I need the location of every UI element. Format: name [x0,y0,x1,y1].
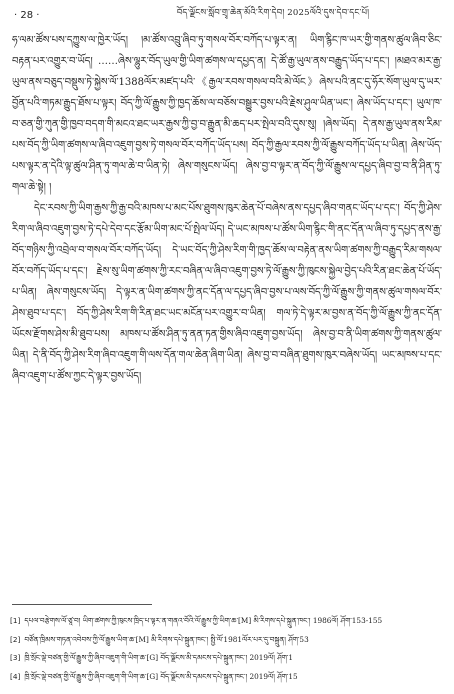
footnote-number: [4] [10,671,21,681]
footnote [10,649,446,668]
body-text [12,30,442,387]
page-number: · 28 · [14,9,40,21]
footnote-number: [1] [10,616,21,625]
footnote [10,631,446,650]
footnote [10,612,446,631]
footnote-number: [3] [10,653,21,662]
paragraph: ཧ་ལམ་ཚོས་པས་དཀྱུས་ལ་ཁྱེར་ཡོད། །མ་ཚོས་འབྲུ་ཞིབ་ཏུ་གསལ་བོར་བཀོད་པ་ལྟར་ན། ཡིག་རྙིང་ཁ་ཡར་གྱི་གནས་ཚུལ་ཞིབ་ཅིང་བརྟན་པར་འགྱུར་བ་ཡོད། ……ཞེས་ལྷུར་བོད་ཡུལ་གྱི་ཡིག་ཚགས་ལ་དཔྱད་ན། དེ་ཚོ་རྒྱ་ཡུལ་ནས་བརྒྱུད་ཡོད་པ་དང་། །མཐའ་མར་རྒྱ་ཡུལ་ནས་བཅུད་བསྡུས་ཏེ་སྐྱེས་ལོ་1388ལོར་མཛད་པའི་《རྒྱལ་རབས་གསལ་བའི་མེ་ལོང》ཞེས་པའི་ནང་དུ་ཧོར་སོག་ཡུལ་དུ་ཡར་བྱོན་པའི་གཏམ་རྒྱུད་ཐོས་པ་ལྟར། བོད་ཀྱི་ལོ་རྒྱུས་ཀྱི་ཁྱད་ཆོས་ལ་བཅོས་བསྒྱུར་བྱས་པའི་རྗེས་ཤུལ་ཡིན་ཡང་། ཞེས་ཡོད་པ་དང་། ཡུལ་ཁ་བ་ཅན་གྱི་ཀུན་གྱི་ཁྱབ་བདག་གི་མངའ་ཐང་ཡར་རྒྱས་ཀྱི་བྱ་བ་རྒྱུན་མི་ཆད་པར་སྤེལ་བའི་དུས་སུ། །ཞེས་ཡོད། དེ་ནས་རྒྱ་ཡུལ་ནས་རིམ་པས་བོད་ཀྱི་ཡིག་ཚགས་ལ་ཞིབ་འཇུག་བྱས་ཏེ་གསལ་བོར་བཀོད་ཡོད་པས། བོད་ཀྱི་རྒྱལ་རབས་ཀྱི་ལོ་རྒྱུས་བཀོད་ཡོད་པ་ཡིན། ཞེས་ཡོད་པས་ལྟར་ན་དེའི་ལྟ་ཚུལ་ཤིན་ཏུ་གལ་ཆེ་བ་ཡིན་ཏེ། ཞེས་གསུངས་ཡོད། ཞེས་བྱ་བ་ལྟར་ན་བོད་ཀྱི་ལོ་རྒྱུས་ལ་དཔྱད་ཞིབ་བྱ་བ་ནི་ཤིན་ཏུ་གལ་ཆེ་སྟེ། ། [12,35,442,193]
footnote-number: [2] [10,634,21,644]
footnote [10,668,446,687]
footnote-text: བཙོན་ཁྲིམས་གཏན་འབེབས་ཀྱི་ལོ་རྒྱུས་ཡིག་ཆ་[M] མི་རིགས་དཔེ་སྐྲུན་ཁང་། སྤྱི་ལོ་1981ལོར་པར་དུ་བསྐྲུན། ཤོག་53 [24,634,309,644]
footnote-text: ཁྲི་སྲོང་ལྡེ་བཙན་གྱི་ལོ་རྒྱུས་ཀྱི་ཞིབ་འཇུག་གི་ཡིག་ཆ་[G] བོད་ལྗོངས་མི་དམངས་དཔེ་སྐྲུན་ཁང་། 2019ལོ། ཤོག་15 [24,671,298,681]
running-head: བོད་ལྗོངས་སློབ་གྲྭ་ཆེན་མོའི་རིག་དེབ། 2025ལོའི་དུས་དེབ་དང་པོ། [176,7,370,18]
paragraph: དེང་རབས་ཀྱི་ཡིག་རྒྱས་ཀྱི་རྒྱ་བའི་མཁས་པ་མང་པོས་ཐུགས་ཁུར་ཆེན་པོ་བཞེས་ནས་དཔྱད་ཞིབ་གནང་ཡོད་པ་དང་། བོད་ཀྱི་ཤེས་རིག་ལ་ཞིབ་འཇུག་བྱས་ཏེ་དཔེ་དེབ་དང་རྩོམ་ཡིག་མང་པོ་སྤེལ་ཡོད། དེ་ཡང་མཁས་པ་ཚོས་ཡིག་རྙིང་གི་ནང་དོན་ལ་ཞིབ་ཏུ་དཔྱད་ནས་རྒྱ་བོད་གཉིས་ཀྱི་འབྲེལ་བ་གསལ་བོར་བཀོད་ཡོད། དེ་ཡང་བོད་ཀྱི་ཤེས་རིག་གི་ཁྱད་ཆོས་ལ་བརྟེན་ནས་ཡིག་ཚགས་ཀྱི་བརྒྱུད་རིམ་གསལ་བོར་བཀོད་ཡོད་པ་དང་། རྗེས་སུ་ཡིག་ཚགས་ཀྱི་རང་བཞིན་ལ་ཞིབ་འཇུག་བྱས་ཏེ་ལོ་རྒྱུས་ཀྱི་ཁུངས་སྐྱེལ་བྱེད་པའི་རིན་ཐང་ཆེན་པོ་ཡོད་པ་ཡིན། ཞེས་གསུངས་ཡོད། དེ་ལྟར་ན་ཡིག་ཚགས་ཀྱི་ནང་དོན་ལ་དཔྱད་ཞིབ་བྱས་པ་ལས་བོད་ཀྱི་ལོ་རྒྱུས་ཀྱི་གནས་ཚུལ་གསལ་བོར་ཤེས་ཐུབ་པ་དང་། བོད་ཀྱི་ཤེས་རིག་གི་རིན་ཐང་ཡང་མངོན་པར་འགྱུར་བ་ཡིན། གལ་ཏེ་དེ་ལྟར་མ་བྱས་ན་བོད་ཀྱི་ལོ་རྒྱུས་ཀྱི་ནང་དོན་ཡོངས་རྫོགས་ཤེས་མི་ཐུབ་པས། མཁས་པ་ཚོས་ཤིན་ཏུ་ནན་ཏན་གྱིས་ཞིབ་འཇུག་བྱས་ཡོད། ཞེས་བྱ་བ་ནི་ཡིག་ཚགས་ཀྱི་གནས་ཚུལ་ཡིན། དེ་ནི་བོད་ཀྱི་ཤེས་རིག་ཞིབ་འཇུག་གི་ལས་དོན་གལ་ཆེན་ཞིག་ཡིན། ཞེས་བྱ་བ་བཞིན་ཐུགས་ཁུར་བཞེས་ཡོད། ཡང་མཁས་པ་དང་ཞིབ་འཇུག་པ་ཚོས་ཀྱང་དེ་ལྟར་བྱས་ཡོད། [12,203,442,382]
page-header [8,6,448,24]
footnote-text: ཁྲི་སྲོང་ལྡེ་བཙན་གྱི་ལོ་རྒྱུས་ཀྱི་ཞིབ་འཇུག་གི་ཡིག་ཆ་[G] བོད་ལྗོངས་མི་དམངས་དཔེ་སྐྲུན་ཁང་། 2019ལོ། ཤོག་1 [24,653,294,662]
footnote-divider [12,604,152,605]
footnote-text: དཔལ་བརྩེགས་ལོ་ཙཱ་བ། ཡིག་ཚགས་ཀྱི་ཁུངས་ཁྲིད་པ་ལྟར་ན་གནའ་བོའི་ལོ་རྒྱུས་ཀྱི་ཡིག་ཆ་[M] མི་རིགས་དཔེ་སྐྲུན་ཁང་། 1986ལོ། ཤོག་153-155 [24,616,383,625]
footnotes [10,612,446,686]
